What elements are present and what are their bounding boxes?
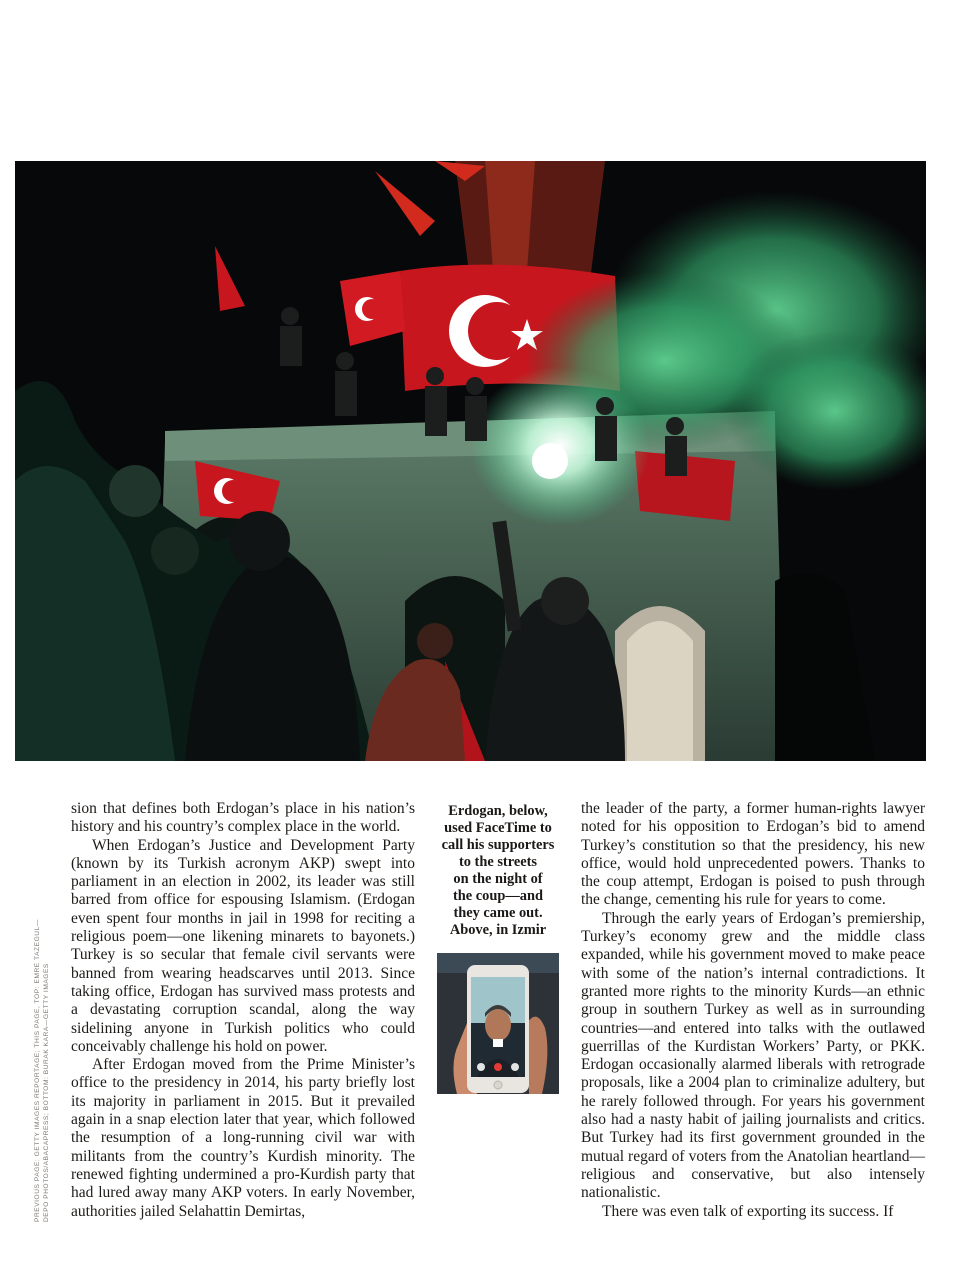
article-column-left <box>71 800 415 1221</box>
article-paragraph: the leader of the party, a former human-rights lawyer noted for his opposition to Erdogan’s bid to amend Turkey’s constitution so that the presidency, his new office, would hold unprecedented powers. Thanks to the coup attempt, Erdogan is poised to push through the change, cementing his rule for years to come. <box>581 800 925 909</box>
photo-credit <box>33 919 51 1222</box>
caption-line: used FaceTime to <box>444 820 552 836</box>
caption-line: the coup—and <box>453 888 543 904</box>
article-paragraph: There was even talk of exporting its success. If <box>602 1202 894 1220</box>
photo-caption <box>434 803 562 939</box>
article-column-right <box>581 800 925 1221</box>
caption-line: Above, in Izmir <box>449 922 547 938</box>
caption-line: to the streets <box>458 854 538 870</box>
phone-facetime-illustration <box>437 953 559 1094</box>
article-paragraph: After Erdogan moved from the Prime Minister’s office to the presidency in 2014, his party briefly lost its majority in parliament in 2015. But it prevailed again in a snap election later that year, which followed the resumption of a long-running civil war with militants from the country’s Kurdish minority. The renewed fighting undermined a pro-Kurdish party that had lured away many AKP voters. In early November, authorities jailed Selahattin Demirtas, <box>71 1056 415 1220</box>
photo-credit-line-1: PREVIOUS PAGE: GETTY IMAGES REPORTAGE; THIS PAGE, TOP: EMRE TAZEGUL— <box>34 919 41 1222</box>
photo-credit-line-2: DEPO PHOTOS/ABACAPRESS; BOTTOM: BURAK KARA—GETTY IMAGES <box>43 963 50 1222</box>
article-paragraph: sion that defines both Erdogan’s place in his nation’s history and his country’s complex place in the world. <box>71 800 415 836</box>
article-paragraph: When Erdogan’s Justice and Development Party (known by its Turkish acronym AKP) swept into parliament in an election in 2002, its leader was still barred from office for espousing Islamism. (Erdogan even spent four months in jail in 1998 for reciting a religious poem—one likening minarets to bayonets.) Turkey is so secular that female civil servants were banned from wearing headscarves until 2013. Since taking office, Erdogan has survived mass protests and a devastating corruption scandal, along the way sidelining anyone in Turkish politics who could conceivably challenge his hold on power. <box>71 836 415 1055</box>
izmir-crowd-illustration <box>15 161 926 761</box>
article-paragraph: Through the early years of Erdogan’s premiership, Turkey’s economy grew and the middle class expanded, while his government moved to make peace with some of the nation’s internal contradictions. It granted more rights to the minority Kurds—an ethnic group in southern Turkey as well as in surrounding countries—and entered into talks with the outlawed guerrillas of the Kurdistan Workers’ Party, or PKK. Erdogan occasionally alarmed liberals with retrograde proposals, like a 2004 plan to criminalize adultery, but he rarely followed through. For years his government also had a nasty habit of jailing journalists and critics. But Turkey had its first government grounded in the mutual regard of voters from the Anatolian heartland—religious and conservative, but also intensely nationalistic. <box>581 909 925 1202</box>
inset-photo <box>437 953 559 1094</box>
main-photo <box>15 161 926 761</box>
caption-line: on the night of <box>453 871 543 887</box>
caption-line: they came out. <box>453 905 543 921</box>
caption-line: Erdogan, below, <box>448 803 548 819</box>
caption-line: call his supporters <box>441 837 555 853</box>
